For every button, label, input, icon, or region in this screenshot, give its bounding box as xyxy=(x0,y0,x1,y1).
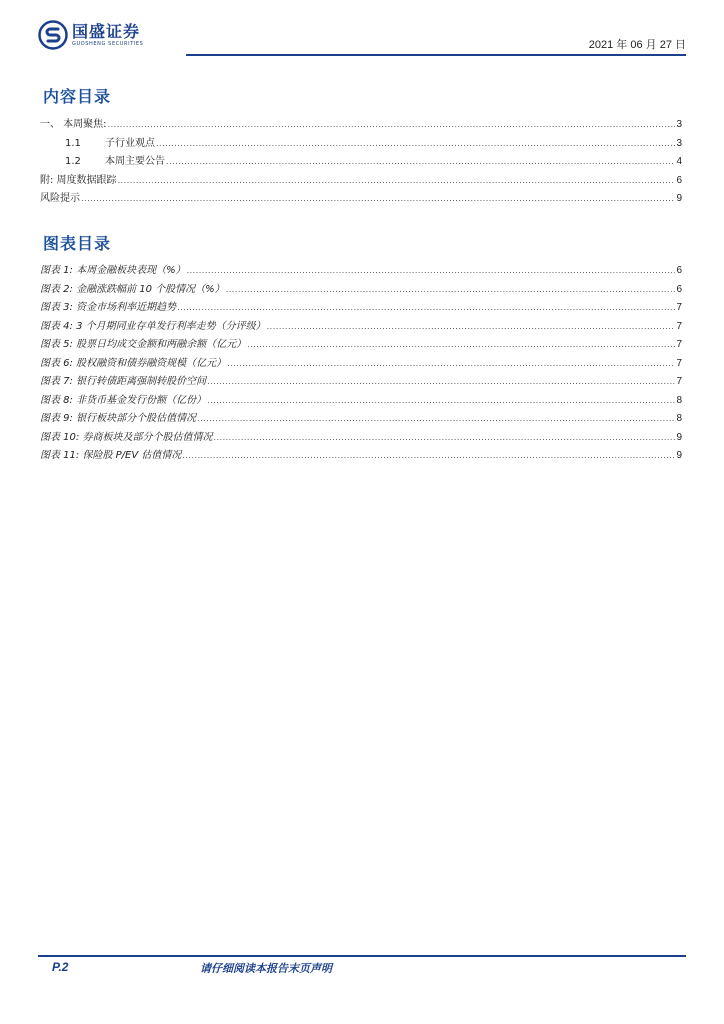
figure-entry-page: 7 xyxy=(676,320,682,332)
page-header xyxy=(38,20,686,54)
figure-entry-label: 图表 5: 股票日均成交金额和两融余额（亿元） xyxy=(40,339,247,350)
figure-entry-label: 图表 1: 本周金融板块表现（%） xyxy=(40,265,186,276)
dot-leader xyxy=(247,336,675,355)
header-divider xyxy=(186,54,686,56)
toc-entry-label: 本周主要公告 xyxy=(105,156,165,167)
logo-name-en: GUOSHENG SECURITIES xyxy=(72,40,144,47)
figure-entry[interactable] xyxy=(40,299,682,318)
figure-entry[interactable] xyxy=(40,355,682,374)
toc-entry-page: 3 xyxy=(676,137,682,149)
figures-title: 图表目录 xyxy=(43,234,112,253)
dot-leader xyxy=(182,447,675,466)
report-date: 2021 年 06 月 27 日 xyxy=(588,39,686,51)
figure-entry-page: 9 xyxy=(676,450,682,461)
dot-leader xyxy=(207,373,675,392)
figure-entry[interactable] xyxy=(40,318,682,337)
figure-entry-page: 8 xyxy=(676,413,682,424)
toc-entry-page: 3 xyxy=(676,119,682,130)
figure-entry-label: 图表 7: 银行转债距离强制转股价空间 xyxy=(40,376,207,387)
disclaimer-note: 请仔细阅读本报告末页声明 xyxy=(200,962,332,975)
figure-entry-label: 图表 11: 保险股 P/EV 估值情况 xyxy=(40,450,182,461)
figure-entry-label: 图表 2: 金融涨跌幅前 10 个股情况（%） xyxy=(40,283,225,295)
dot-leader xyxy=(227,355,675,374)
figure-entry-page: 8 xyxy=(676,394,682,406)
figure-entry-page: 7 xyxy=(676,339,682,350)
dot-leader xyxy=(226,281,676,300)
contents-list xyxy=(40,116,682,209)
toc-entry[interactable] xyxy=(40,153,682,172)
figure-entry[interactable] xyxy=(40,429,682,448)
toc-entry-label: 一、 本周聚焦: xyxy=(40,119,107,130)
toc-entry[interactable] xyxy=(40,172,682,191)
dot-leader xyxy=(213,429,675,448)
dot-leader xyxy=(197,410,675,429)
dot-leader xyxy=(207,392,675,411)
figure-entry-page: 7 xyxy=(676,302,682,313)
figure-entry-label: 图表 3: 资金市场利率近期趋势 xyxy=(40,302,177,313)
dot-leader xyxy=(267,318,676,337)
guosheng-logo-icon xyxy=(38,20,68,50)
logo-name-cn: 国盛证券 xyxy=(72,21,141,41)
figure-entry-label: 图表 9: 银行板块部分个股估值情况 xyxy=(40,413,197,424)
toc-entry[interactable] xyxy=(40,190,682,209)
toc-entry[interactable] xyxy=(40,116,682,135)
figure-entry-page: 9 xyxy=(676,431,682,443)
company-logo xyxy=(38,20,143,50)
footer-divider xyxy=(38,955,686,957)
dot-leader xyxy=(187,262,676,281)
figure-entry[interactable] xyxy=(40,373,682,392)
figure-entry-label: 图表 8: 非货币基金发行份额（亿份） xyxy=(40,394,207,406)
figure-entry[interactable] xyxy=(40,262,682,281)
dot-leader xyxy=(177,299,675,318)
toc-entry-number: 1.1 xyxy=(65,137,81,149)
toc-entry-page: 4 xyxy=(676,156,682,167)
figures-list xyxy=(40,262,682,466)
figure-entry-page: 7 xyxy=(676,357,682,369)
figure-entry[interactable] xyxy=(40,392,682,411)
toc-entry-label: 附: 周度数据跟踪 xyxy=(40,174,117,186)
toc-title: 内容目录 xyxy=(43,87,112,106)
toc-entry[interactable] xyxy=(40,135,682,154)
figure-entry[interactable] xyxy=(40,281,682,300)
toc-entry-page: 6 xyxy=(676,174,682,186)
figure-entry-page: 6 xyxy=(676,283,682,295)
figure-entry-label: 图表 4: 3 个月期同业存单发行利率走势（分评级） xyxy=(40,320,266,332)
figure-entry[interactable] xyxy=(40,336,682,355)
figure-entry[interactable] xyxy=(40,447,682,466)
dot-leader xyxy=(166,153,675,172)
dot-leader xyxy=(81,190,675,209)
figure-entry-page: 6 xyxy=(676,265,682,276)
dot-leader xyxy=(118,172,676,191)
toc-entry-page: 9 xyxy=(676,193,682,204)
figure-entry-label: 图表 6: 股权融资和债券融资规模（亿元） xyxy=(40,357,227,369)
toc-entry-number: 1.2 xyxy=(65,156,81,167)
dot-leader xyxy=(156,135,675,154)
page-number: P.2 xyxy=(52,960,69,974)
toc-entry-label: 子行业观点 xyxy=(105,137,155,149)
figure-entry[interactable] xyxy=(40,410,682,429)
toc-entry-label: 风险提示 xyxy=(40,193,80,204)
figure-entry-page: 7 xyxy=(676,376,682,387)
dot-leader xyxy=(108,116,676,135)
figure-entry-label: 图表 10: 券商板块及部分个股估值情况 xyxy=(40,431,213,443)
